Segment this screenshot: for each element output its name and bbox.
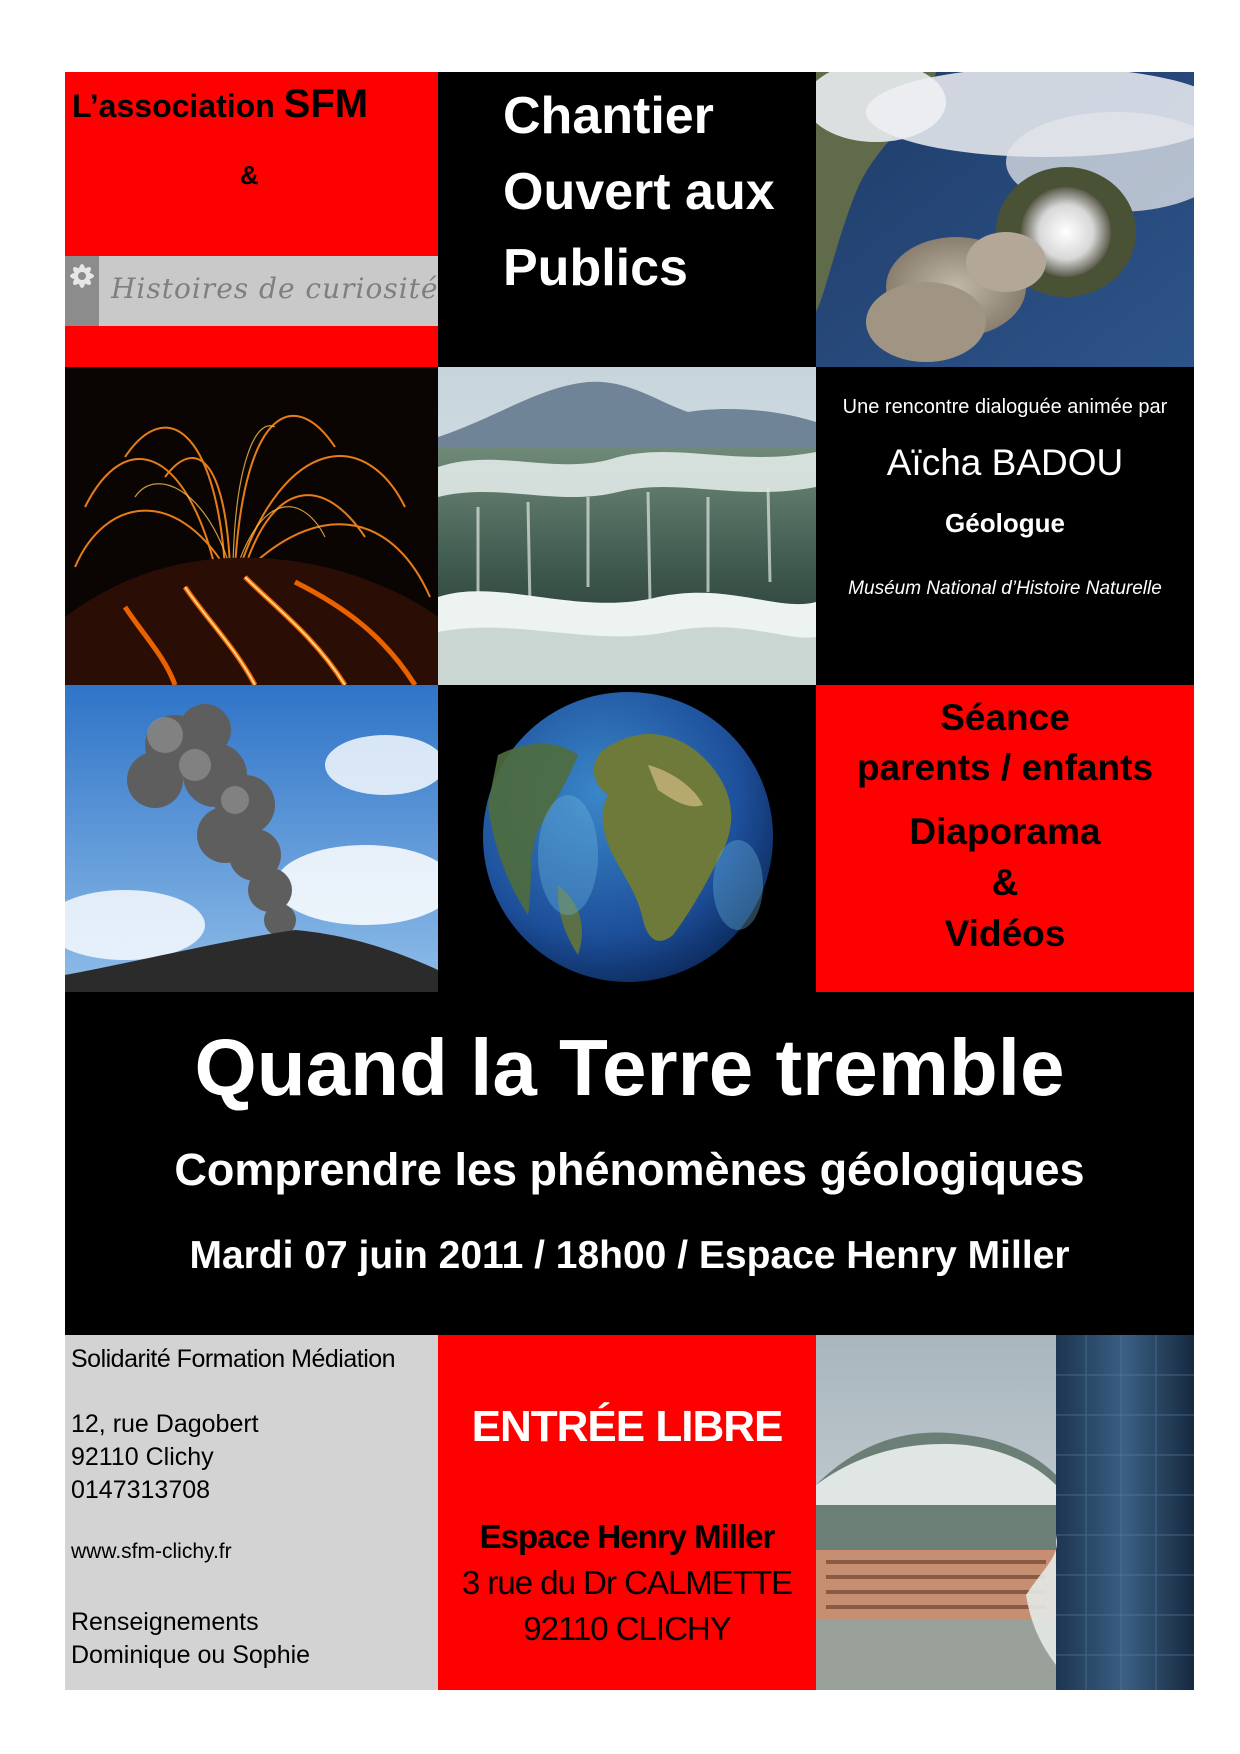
headline-panel	[65, 992, 1194, 1335]
contact-info-names: Dominique ou Sophie	[71, 1641, 311, 1669]
volcano-satellite-photo	[816, 72, 1194, 367]
wave-volcano-photo	[438, 367, 816, 685]
seance-line-2: parents / enfants	[856, 747, 1154, 788]
venue-panel	[438, 1335, 816, 1690]
contact-address-2: 92110 Clichy	[71, 1443, 214, 1471]
ash-plume-photo	[65, 685, 438, 992]
association-title	[72, 82, 368, 127]
headline-title: Quand la Terre tremble	[194, 1023, 1065, 1112]
venue-city: 92110 CLICHY	[523, 1610, 731, 1647]
seance-line-5: Vidéos	[944, 913, 1066, 954]
speaker-role: Géologue	[945, 508, 1065, 538]
headline-subtitle: Comprendre les phénomènes géologiques	[174, 1144, 1085, 1195]
seance-panel	[816, 685, 1194, 992]
earth-globe-photo	[438, 685, 816, 992]
contact-org: Solidarité Formation Médiation	[71, 1345, 396, 1373]
contact-phone: 0147313708	[71, 1476, 211, 1504]
lava-eruption-photo	[65, 367, 438, 685]
contact-website[interactable]: www.sfm-clichy.fr	[71, 1540, 232, 1563]
seance-line-3: Diaporama	[909, 811, 1101, 852]
association-name: SFM	[283, 82, 369, 126]
seance-line-4: &	[991, 862, 1019, 903]
flower-icon	[65, 256, 99, 326]
contact-address-1: 12, rue Dagobert	[71, 1410, 259, 1438]
speaker-institution: Muséum National d’Histoire Naturelle	[848, 578, 1162, 599]
curiosite-logo	[65, 256, 438, 326]
association-prefix: L’association	[72, 88, 284, 124]
association-panel	[65, 72, 438, 367]
tsunami-city-photo	[816, 1335, 1194, 1690]
seance-line-1: Séance	[940, 697, 1070, 738]
venue-name: Espace Henry Miller	[479, 1518, 775, 1555]
chantier-line-2: Ouvert aux	[503, 163, 775, 221]
contact-info-label: Renseignements	[71, 1608, 259, 1636]
chantier-panel	[438, 72, 816, 367]
speaker-name: Aïcha BADOU	[886, 442, 1124, 483]
speaker-intro: Une rencontre dialoguée animée par	[842, 396, 1168, 418]
venue-entry: ENTRÉE LIBRE	[471, 1402, 783, 1451]
venue-street: 3 rue du Dr CALMETTE	[461, 1564, 793, 1601]
headline-event: Mardi 07 juin 2011 / 18h00 / Espace Henry Miller	[189, 1234, 1070, 1277]
chantier-line-3: Publics	[503, 239, 688, 297]
contact-panel	[65, 1335, 438, 1690]
association-ampersand: &	[240, 160, 259, 190]
speaker-panel	[816, 367, 1194, 685]
chantier-line-1: Chantier	[503, 87, 714, 145]
curiosite-logo-text: Histoires de curiosité	[111, 272, 439, 305]
